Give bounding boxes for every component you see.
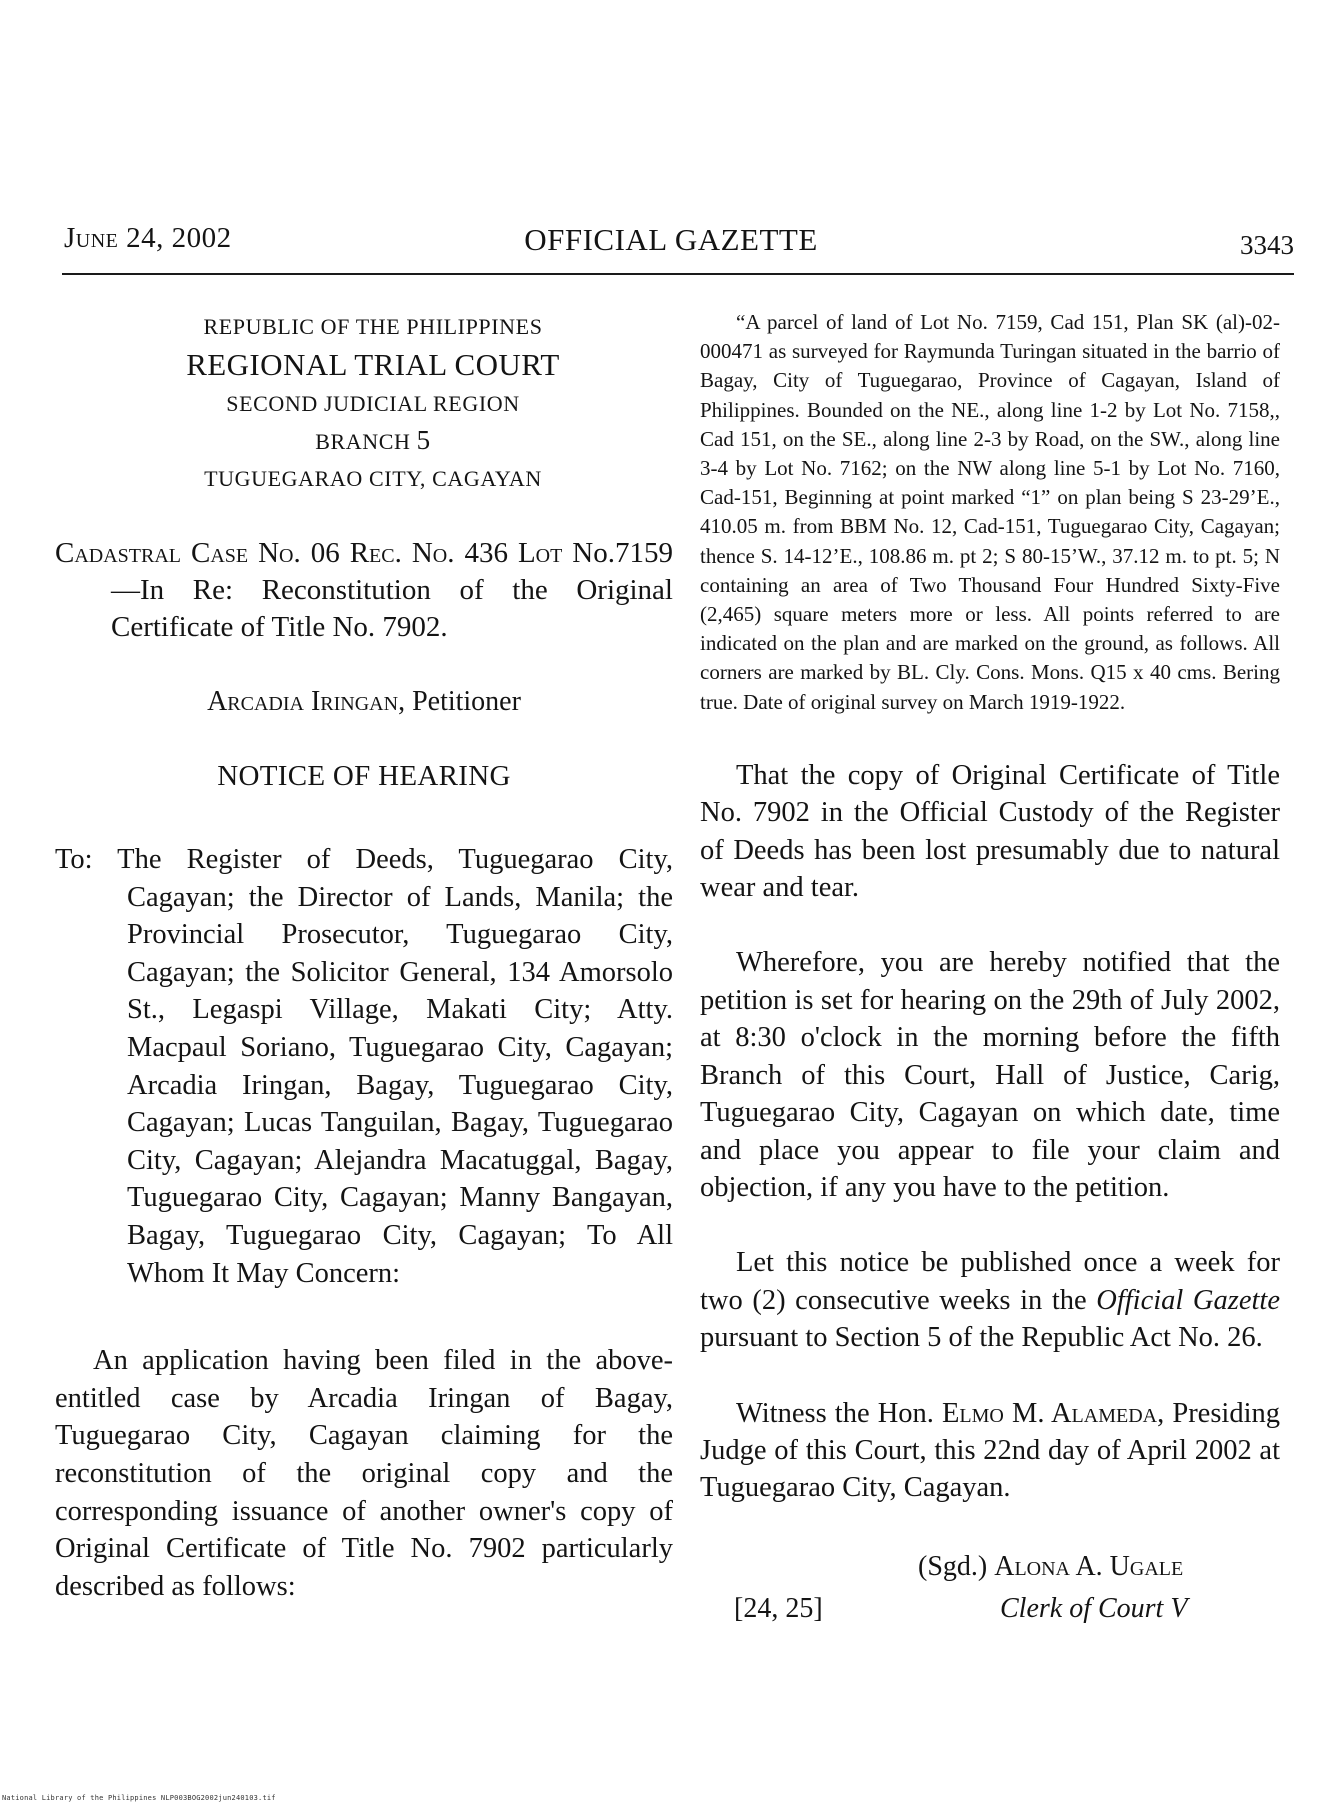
branch-label: BRANCH [315,429,411,454]
publication-paragraph [700,1244,1280,1356]
notice-title: NOTICE OF HEARING [217,760,511,792]
case-caption-subject: No.7159—In Re: Reconstitution of the Original Certificate of Title No. 7902. [111,537,673,643]
publication-text-end: pursuant to Section 5 of the Republic Act No. 26. [700,1322,1263,1354]
archive-stamp: National Library of the Philippines NLP003BOG2002jun240103.tif [2,1794,276,1802]
witness-text-start: Witness the Hon. [736,1397,943,1429]
case-caption-number: Cadastral Case No. 06 Rec. No. 436 Lot [55,537,563,569]
case-caption [55,535,673,646]
branch-number: 5 [416,425,431,455]
lost-copy-paragraph: That the copy of Original Certificate of Title No. 7902 in the Official Custody of the Register of Deeds has been lost presumably due to natural wear and tear. [700,759,1280,904]
petitioner-role: , Petitioner [398,686,521,717]
hearing-paragraph: Wherefore, you are hereby notified that the petition is set for hearing on the 29th of July 2002, at 8:30 o'clock in the morning before the fifth Branch of this Court, Hall of Justice, Carig, Tuguegarao City, Cagayan on which date, time and place you appear to file your claim and objection, if any you have to the petition. [700,947,1280,1203]
signatory [918,1551,1183,1583]
court-location: TUGUEGARAO CITY, CAGAYAN [204,466,542,491]
publication-name: Official Gazette [1096,1284,1280,1316]
signatory-name: Alona A. Ugale [994,1550,1184,1582]
branch-line [63,422,683,460]
publication-text-start: Let this notice be published once a week for two (2) consecutive weeks in the [700,1247,1280,1316]
addressees-paragraph: To: The Register of Deeds, Tuguegarao City, Cagayan; the Director of Lands, Manila; the Provincial Prosecutor, Tuguegarao City, Cagayan; the Solicitor General, 134 Amorsolo St., Legaspi Village, Makati City; Atty. Macpaul Soriano, Tuguegarao City, Cagayan; Arcadia Iringan, Bagay, Tuguegarao City, Cagayan; Lucas Tanguilan, Bagay, Tuguegarao City, Cagayan; Alejandra Macatuggal, Bagay, Tuguegarao City, Cagayan; Manny Bangayan, Bagay, Tuguegarao City, Cagayan; To All Whom It May Concern: [55,844,673,1289]
issue-references: [24, 25] [734,1592,823,1624]
witness-text-end: , Presiding Judge of this Court, this 22nd day of April 2002 at Tuguegarao City, Cagayan. [700,1397,1281,1504]
witness-paragraph [700,1395,1280,1507]
court-name: REGIONAL TRIAL COURT [186,347,560,382]
petitioner-line [55,684,673,720]
page-number: 3343 [1240,230,1294,260]
signature-block [700,1551,1280,1641]
application-paragraph: An application having been filed in the above-entitled case by Arcadia Iringan of Bagay, Tuguegarao City, Cagayan claiming for the reconstitution of the original copy and the corresponding issuance of another owner's copy of Original Certificate of Title No. 7902 particularly described as follows: [55,1345,673,1602]
right-column [700,308,1280,1641]
judicial-region: SECOND JUDICIAL REGION [226,391,520,416]
publication-title: OFFICIAL GAZETTE [524,222,818,257]
header-rule [62,273,1294,275]
land-description: “A parcel of land of Lot No. 7159, Cad 151, Plan SK (al)-02-000471 as surveyed for Raymunda Turingan situated in the barrio of Bagay, City of Tuguegarao, Province of Cagayan, Island of Philippines. Bounded on the NE., along line 1-2 by Lot No. 7158,, Cad 151, on the SE., along line 2-3 by Road, on the SW., along line 3-4 by Lot No. 7162; on the NW along line 5-1 by Lot No. 7160, Cad-151, Beginning at point marked “1” on plan being S 23-29’E., 410.05 m. from BBM No. 12, Cad-151, Tuguegarao City, Cagayan; thence S. 14-12’E., 108.86 m. pt 2; S 80-15’W., 37.12 m. to pt. 5; N containing an area of Two Thousand Four Hundred Sixty-Five (2,465) square meters more or less. All points referred to are indicated on the plan and are marked on the ground, as follows. All corners are marked by BL. Cly. Cons. Mons. Q15 x 40 cms. Bering true. Date of original survey on March 1919-1922. [700,310,1280,714]
left-column [55,308,673,1605]
petitioner-name: Arcadia Iringan [207,686,399,717]
judge-name: Elmo M. Alameda [942,1397,1158,1429]
court-heading [55,308,683,497]
republic-line: REPUBLIC OF THE PHILIPPINES [203,314,543,339]
signatory-title: Clerk of Court V [1000,1592,1188,1624]
issue-date: June 24, 2002 [64,222,232,254]
signed-mark: (Sgd.) [918,1550,995,1582]
